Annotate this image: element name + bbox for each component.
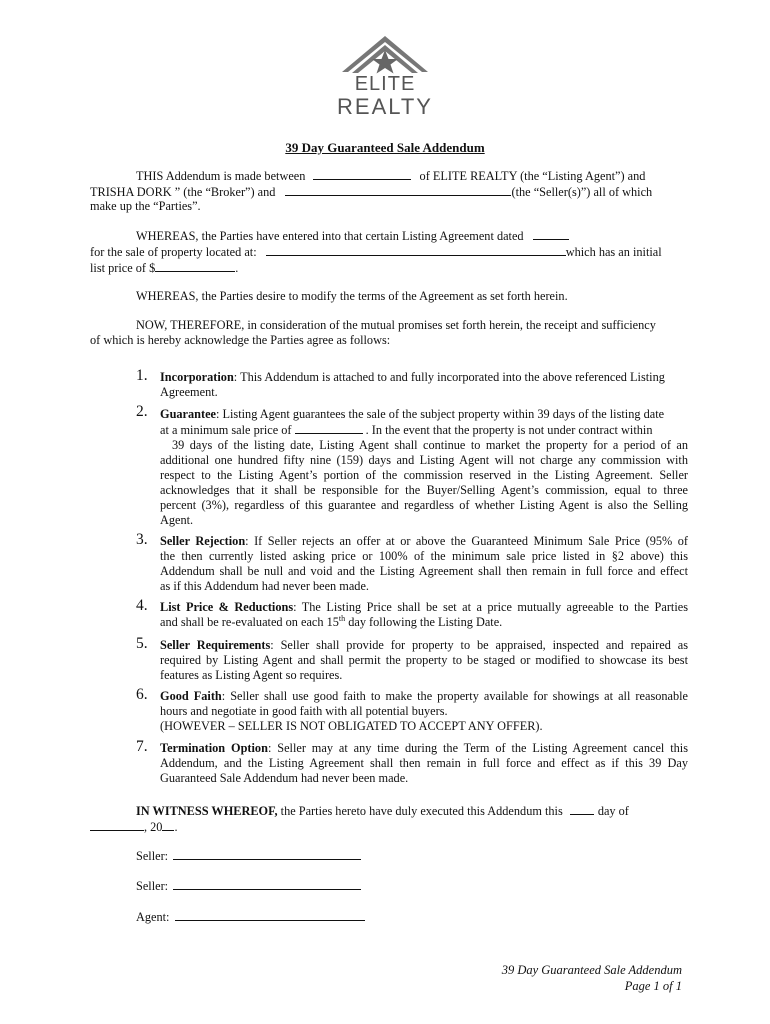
witness-text: , 20: [144, 820, 163, 834]
item-heading: Guarantee: [160, 407, 217, 421]
item-heading: Termination Option: [160, 741, 268, 755]
superscript: th: [338, 613, 346, 623]
item-list-price: [160, 600, 688, 630]
intro-line-1: [136, 168, 645, 184]
whereas-text: .: [235, 261, 239, 275]
item-heading: Seller Requirements: [160, 638, 271, 652]
minimum-price-blank[interactable]: [295, 422, 363, 434]
item-text: : If Seller rejects an offer at or above the Guaranteed Minimum Sale Price (95% of: [245, 534, 688, 548]
witness-text: day of: [597, 804, 629, 818]
whereas-text: which has an initial: [565, 245, 662, 259]
item-text: acknowledges that it shall be responsible for the Buyer/Selling Agent’s commission, equal to three: [160, 483, 688, 497]
seller-name-blank[interactable]: [285, 184, 511, 196]
intro-text: (the “Seller(s)”) all of which: [511, 185, 653, 199]
signature-seller-2: [136, 878, 361, 894]
item-number: 7.: [136, 738, 148, 755]
item-text: hours and negotiate in good faith with all potential buyers.: [160, 704, 448, 718]
item-text: and shall be re-evaluated on each 15: [160, 615, 339, 629]
item-text: percent (3%), regardless of this guarantee and regardless of whether Listing Agent is also the Selling: [160, 498, 688, 512]
item-incorporation: [160, 370, 688, 400]
item-number: 2.: [136, 403, 148, 420]
item-text: additional one hundred fifty nine (159) days and Listing Agent will not charge any commission with: [160, 453, 688, 467]
item-heading: Good Faith: [160, 689, 222, 703]
year-blank[interactable]: [162, 819, 174, 831]
page-footer: [502, 962, 682, 994]
logo-text-realty: REALTY: [337, 94, 433, 119]
item-heading: List Price & Reductions: [160, 600, 294, 614]
witness-line-2: [90, 819, 178, 835]
item-heading: Incorporation: [160, 370, 234, 384]
item-text: the then currently listed asking price or 100% of the minimum sale price listed in §2 above) this: [160, 549, 688, 563]
whereas2-line: WHEREAS, the Parties desire to modify the terms of the Agreement as set forth herein.: [136, 289, 568, 303]
whereas1-line-3: [90, 260, 238, 276]
item-number: 4.: [136, 597, 148, 614]
document-title: 39 Day Guaranteed Sale Addendum: [285, 140, 485, 155]
intro-line-3: make up the “Parties”.: [90, 199, 201, 213]
item-text: day following the Listing Date.: [345, 615, 503, 629]
item-seller-rejection: [160, 534, 688, 594]
whereas-text: WHEREAS, the Parties have entered into that certain Listing Agreement dated: [136, 229, 524, 243]
whereas1-line-1: [136, 228, 569, 244]
item-text: : Seller may at any time during the Term of the Listing Agreement cancel this: [267, 741, 688, 755]
item-number: 3.: [136, 531, 148, 548]
page-number: Page 1 of 1: [624, 979, 682, 993]
item-text: : This Addendum is attached to and fully incorporated into the above referenced Listing: [233, 370, 665, 384]
item-text: : Seller shall provide for property to be appraised, inspected and repaired as: [270, 638, 688, 652]
signature-agent: [136, 909, 365, 925]
item-text: required by Listing Agent and shall permit the property to be staged or modified to showcase its best: [160, 653, 688, 667]
month-blank[interactable]: [90, 819, 144, 831]
item-text: Addendum shall be null and void and the Listing Agreement shall then remain in full force and effect: [160, 564, 688, 578]
item-text: as if this Addendum had never been made.: [160, 579, 369, 593]
item-text: : The Listing Price shall be set at a price mutually agreeable to the Parties: [293, 600, 689, 614]
item-text: features as Listing Agent so requires.: [160, 668, 343, 682]
seller-signature-line[interactable]: [173, 878, 361, 890]
item-text: 39 days of the listing date, Listing Agent shall continue to market the property for a period of an: [172, 438, 688, 452]
now-line-1: NOW, THEREFORE, in consideration of the mutual promises set forth herein, the receipt and sufficiency: [136, 318, 656, 332]
item-text: . In the event that the property is not under contract within: [365, 423, 653, 437]
now-line-2: of which is hereby acknowledge the Parties agree as follows:: [90, 333, 391, 347]
item-text: : Listing Agent guarantees the sale of the subject property within 39 days of the listing date: [216, 407, 665, 421]
signature-label: Seller:: [136, 849, 169, 863]
witness-text: .: [174, 820, 178, 834]
whereas-text: for the sale of property located at:: [90, 245, 257, 259]
logo-text-elite: ELITE: [354, 73, 416, 95]
signature-label: Seller:: [136, 879, 169, 893]
agent-signature-line[interactable]: [175, 909, 365, 921]
signature-seller-1: [136, 848, 361, 864]
listing-agent-blank[interactable]: [313, 168, 411, 180]
item-text: Guaranteed Sale Addendum had never been made.: [160, 771, 409, 785]
item-text: Addendum, and the Listing Agreement shall then remain in full force and effect as if this 39 Day: [160, 756, 688, 770]
witness-line-1: [136, 803, 629, 819]
item-guarantee: [160, 407, 688, 528]
item-seller-requirements: [160, 638, 688, 683]
listing-date-blank[interactable]: [533, 228, 569, 240]
signature-label: Agent:: [136, 910, 170, 924]
item-good-faith: [160, 689, 688, 734]
witness-text: the Parties hereto have duly executed this Addendum this: [277, 804, 563, 818]
seller-signature-line[interactable]: [173, 848, 361, 860]
item-text: Agent.: [160, 513, 194, 527]
elite-realty-logo: [330, 32, 440, 124]
day-blank[interactable]: [570, 803, 594, 815]
whereas1-line-2: [90, 244, 662, 260]
item-termination-option: [160, 741, 688, 786]
item-text: : Seller shall use good faith to make the property available for showings at all reasonable: [221, 689, 689, 703]
item-text: at a minimum sale price of: [160, 423, 292, 437]
item-number: 1.: [136, 367, 148, 384]
witness-heading: IN WITNESS WHEREOF,: [136, 804, 278, 818]
property-address-blank[interactable]: [266, 244, 566, 256]
item-text: (HOWEVER – SELLER IS NOT OBLIGATED TO ACCEPT ANY OFFER).: [160, 719, 543, 733]
item-number: 6.: [136, 686, 148, 703]
intro-text: THIS Addendum is made between: [136, 169, 306, 183]
list-price-blank[interactable]: [155, 260, 235, 272]
intro-text: TRISHA DORK ” (the “Broker”) and: [90, 185, 276, 199]
item-text: respect to the Listing Agent’s portion of the commission reserved in the Listing Agreement. Seller: [160, 468, 688, 482]
item-heading: Seller Rejection: [160, 534, 246, 548]
item-number: 5.: [136, 635, 148, 652]
item-text: Agreement.: [160, 385, 218, 399]
intro-text: of ELITE REALTY (the “Listing Agent”) and: [419, 169, 646, 183]
footer-title: 39 Day Guaranteed Sale Addendum: [501, 963, 682, 977]
intro-line-2: [90, 184, 652, 200]
whereas-text: list price of $: [90, 261, 156, 275]
